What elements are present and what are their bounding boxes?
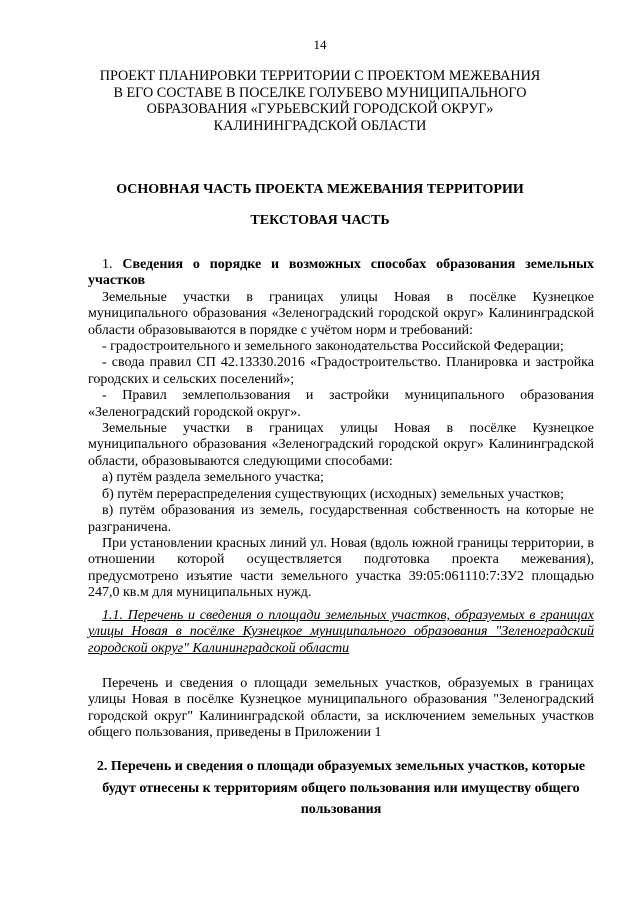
paragraph: Земельные участки в границах улицы Новая в посёлке Кузнецкое муниципального образования «Зеленоградский городской округ» Калининградской области образовываются в порядке с учётом норм и требований:	[88, 289, 594, 338]
list-item: б) путём перераспределения существующих (исходных) земельных участков;	[102, 486, 565, 502]
list-item: - свода правил СП 42.13330.2016 «Градостроительство. Планировка и застройка городских и сельских поселений»;	[88, 355, 594, 387]
section-1-heading	[88, 257, 594, 290]
section-2-title-line	[88, 756, 594, 778]
list-item: а) путём раздела земельного участка;	[102, 470, 324, 486]
paragraph: Земельные участки в границах улицы Новая в посёлке Кузнецкое муниципального образования «Зеленоградский городской округ» Калининградской области, образовываются следующими способами:	[88, 421, 594, 469]
section-2-heading	[88, 756, 594, 821]
list-item: - Правил землепользования и застройки муниципального образования «Зеленоградский городской округ».	[88, 388, 594, 420]
section-2-number: 2.	[96, 759, 108, 774]
section-1	[88, 257, 594, 602]
document-title	[60, 68, 580, 134]
page-number: 14	[313, 37, 327, 52]
section-2-title: Перечень и сведения о площади образуемых земельных участков, которые	[110, 759, 586, 774]
section-1-title: Сведения о порядке и возможных способах образования земельных участков	[88, 257, 595, 289]
title-line: КАЛИНИНГРАДСКОЙ ОБЛАСТИ	[213, 117, 427, 134]
paragraph: При установлении красных линий ул. Новая (вдоль южной границы территории, в отношении которой осуществляется подготовка проекта межевания), предусмотрено изъятие части земельного участка 39:05:061110:7:ЗУ2 площадью 247,0 кв.м для муниципальных нужд.	[88, 535, 594, 601]
paragraph: Перечень и сведения о площади земельных участков, образуемых в границах улицы Новая в посёлке Кузнецкое муниципального образования "Зеленоградский городской округ" Калининградской области, за исключением земельных участков общего пользования, приведены в Приложении 1	[88, 676, 594, 741]
section-1-1-heading: 1.1. Перечень и сведения о площади земельных участков, образуемых в границах улицы Новая в посёлке Кузнецкое муниципального образования "Зеленоградский городской округ" Калининградской области	[88, 608, 594, 656]
heading-sub: ТЕКСТОВАЯ ЧАСТЬ	[250, 213, 390, 228]
list-item: - градостроительного и земельного законодательства Российской Федерации;	[102, 339, 564, 355]
title-line: В ЕГО СОСТАВЕ В ПОСЕЛКЕ ГОЛУБЕВО МУНИЦИПАЛЬНОГО	[113, 84, 527, 101]
title-line: ПРОЕКТ ПЛАНИРОВКИ ТЕРРИТОРИИ С ПРОЕКТОМ МЕЖЕВАНИЯ	[99, 68, 541, 84]
section-2-title-line: пользования	[300, 802, 382, 817]
section-1-number: 1.	[102, 257, 113, 272]
section-2-title-line: будут отнесены к территориям общего пользования или имуществу общего	[102, 780, 580, 796]
title-line: ОБРАЗОВАНИЯ «ГУРЬЕВСКИЙ ГОРОДСКОЙ ОКРУГ»	[146, 101, 494, 117]
heading-main: ОСНОВНАЯ ЧАСТЬ ПРОЕКТА МЕЖЕВАНИЯ ТЕРРИТОРИИ	[116, 182, 524, 197]
list-item: в) путём образования из земель, государственная собственность на которые не разграничена.	[88, 503, 594, 535]
